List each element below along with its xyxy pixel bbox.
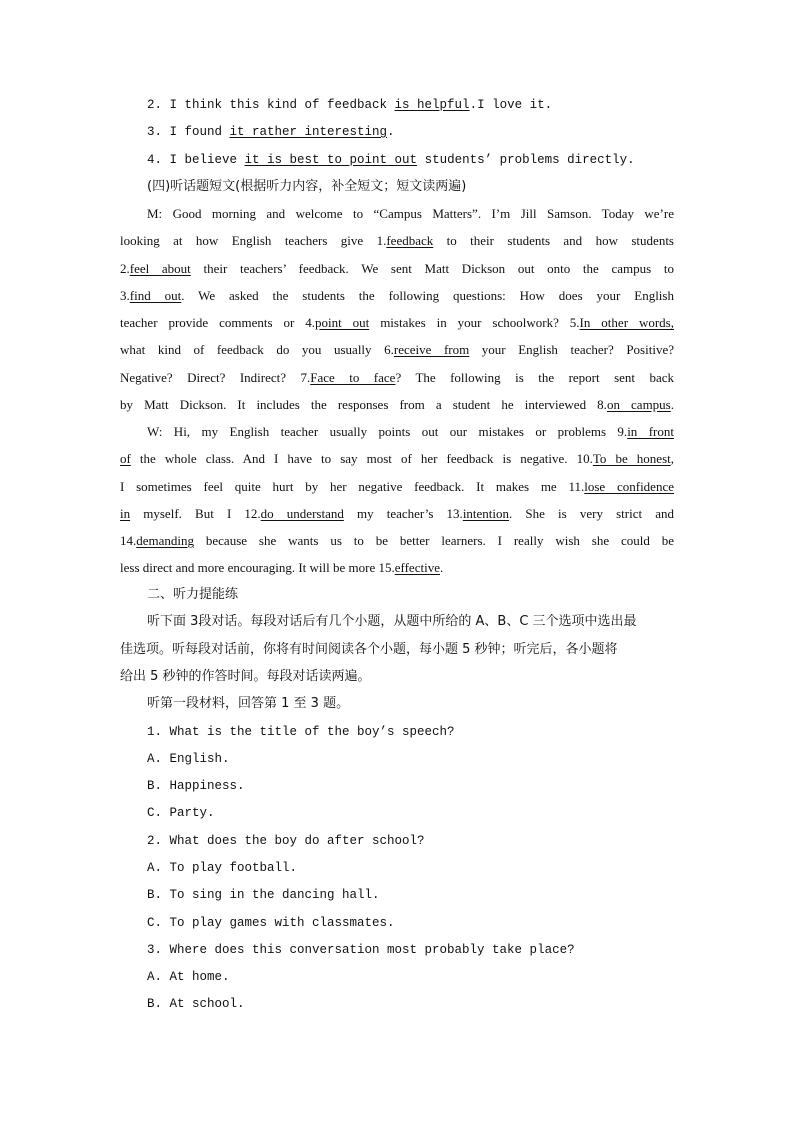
passage-text: what kind of feedback do you usually 6. <box>120 342 394 357</box>
passage-line <box>120 260 674 278</box>
answer-blank: In other words, <box>579 315 674 330</box>
passage-text: the whole class. And I have to say most of her feedback is negative. 10. <box>130 451 593 466</box>
passage-line <box>120 232 674 250</box>
passage-text: less direct and more encouraging. It will be more 15. <box>120 560 395 575</box>
answer-blank: is helpful <box>394 98 470 112</box>
answer-blank: on campus <box>606 397 671 412</box>
passage-text: ? The following is the report sent back <box>395 370 674 385</box>
passage-line <box>120 478 674 496</box>
passage-text: 14. <box>120 533 137 548</box>
answer-blank: it is best to point out <box>244 153 418 167</box>
answer-blank: point out <box>314 315 370 330</box>
instructions-line: 佳选项。听每段对话前，你将有时间阅读各个小题，每小题 5 秒钟；听完后，各小题将 <box>120 642 618 657</box>
answer-blank: find out <box>129 288 182 303</box>
option: A. To play football. <box>147 861 298 875</box>
answer-blank: receive from <box>393 342 470 357</box>
question-stem: 3. Where does this conversation most probably take place? <box>147 943 575 957</box>
option: A. English. <box>147 752 230 766</box>
passage-line <box>120 532 674 550</box>
sentence-text: students’ problems directly. <box>417 153 635 167</box>
passage-line <box>120 559 674 577</box>
passage-text: . She is very strict and <box>509 506 674 521</box>
sentence-3 <box>147 123 674 141</box>
answer-blank: effective <box>394 560 440 575</box>
option: A. At home. <box>147 970 230 984</box>
passage-text: I sometimes feel quite hurt by her negative feedback. It makes me 11. <box>120 479 585 494</box>
passage-text: looking at how English teachers give 1. <box>120 233 387 248</box>
sentence-text: .I love it. <box>469 98 553 112</box>
passage-line <box>120 505 674 523</box>
answer-blank: intention <box>462 506 510 521</box>
passage-text: , <box>670 451 674 466</box>
answer-blank: demanding <box>136 533 195 548</box>
material-intro: 听第一段材料，回答第 1 至 3 题。 <box>147 696 350 711</box>
passage-line <box>120 450 674 468</box>
passage-line <box>120 287 674 305</box>
answer-blank: lose confidence <box>584 479 674 494</box>
answer-blank: it rather interesting <box>229 125 388 139</box>
answer-blank: To be honest <box>592 451 671 466</box>
sentence-text: . <box>387 125 395 139</box>
question-stem: 2. What does the boy do after school? <box>147 834 425 848</box>
option: C. Party. <box>147 806 215 820</box>
instructions-line: 给出 5 秒钟的作答时间。每段对话读两遍。 <box>120 669 371 684</box>
passage-text: . <box>670 397 674 412</box>
answer-blank: feedback <box>386 233 434 248</box>
passage-heading: (四)听话题短文(根据听力内容，补全短文；短文读两遍) <box>147 179 467 194</box>
passage-text: myself. But I 12. <box>130 506 261 521</box>
answer-blank: of <box>120 451 131 466</box>
question-stem: 1. What is the title of the boy’s speech? <box>147 725 455 739</box>
passage-text: M: Good morning and welcome to “Campus Matters”. I’m Jill Samson. Today we’re <box>147 206 674 221</box>
passage-text: Negative? Direct? Indirect? 7. <box>120 370 311 385</box>
answer-blank: in <box>120 506 131 521</box>
option: C. To play games with classmates. <box>147 916 395 930</box>
answer-blank: feel about <box>129 261 191 276</box>
passage-text: my teacher’s 13. <box>343 506 463 521</box>
answer-blank: Face to face <box>310 370 396 385</box>
passage-text: 3. <box>120 288 130 303</box>
sentence-text: 4. I believe <box>147 153 245 167</box>
passage-text: teacher provide comments or 4. <box>120 315 315 330</box>
passage-line <box>120 314 674 332</box>
passage-text: 2. <box>120 261 130 276</box>
passage-line <box>147 423 674 441</box>
passage-line <box>147 205 674 223</box>
passage-text: your English teacher? Positive? <box>469 342 674 357</box>
answer-blank: in front <box>627 424 674 439</box>
option: B. Happiness. <box>147 779 245 793</box>
passage-text: their teachers’ feedback. We sent Matt Dickson out onto the campus to <box>190 261 674 276</box>
passage-text: mistakes in your schoolwork? 5. <box>369 315 580 330</box>
sentence-text: 3. I found <box>147 125 230 139</box>
option: B. At school. <box>147 997 245 1011</box>
passage-line <box>120 341 674 359</box>
passage-text: because she wants us to be better learners. I really wish she could be <box>194 533 674 548</box>
sentence-4 <box>147 151 674 169</box>
passage-text: W: Hi, my English teacher usually points out our mistakes or problems 9. <box>147 424 628 439</box>
sentence-2 <box>147 96 674 114</box>
passage-text: by Matt Dickson. It includes the responses from a student he interviewed 8. <box>120 397 607 412</box>
option: B. To sing in the dancing hall. <box>147 888 380 902</box>
section-heading: 二、听力提能练 <box>147 587 239 602</box>
passage-text: . We asked the students the following questions: How does your English <box>181 288 674 303</box>
passage-text: . <box>439 560 444 575</box>
passage-text: to their students and how students <box>433 233 674 248</box>
passage-line <box>120 396 674 414</box>
sentence-text: 2. I think this kind of feedback <box>147 98 395 112</box>
passage-line <box>120 369 674 387</box>
answer-blank: do understand <box>260 506 344 521</box>
instructions-line: 听下面 3段对话。每段对话后有几个小题，从题中所给的 A、B、C 三个选项中选出最 <box>147 614 637 629</box>
